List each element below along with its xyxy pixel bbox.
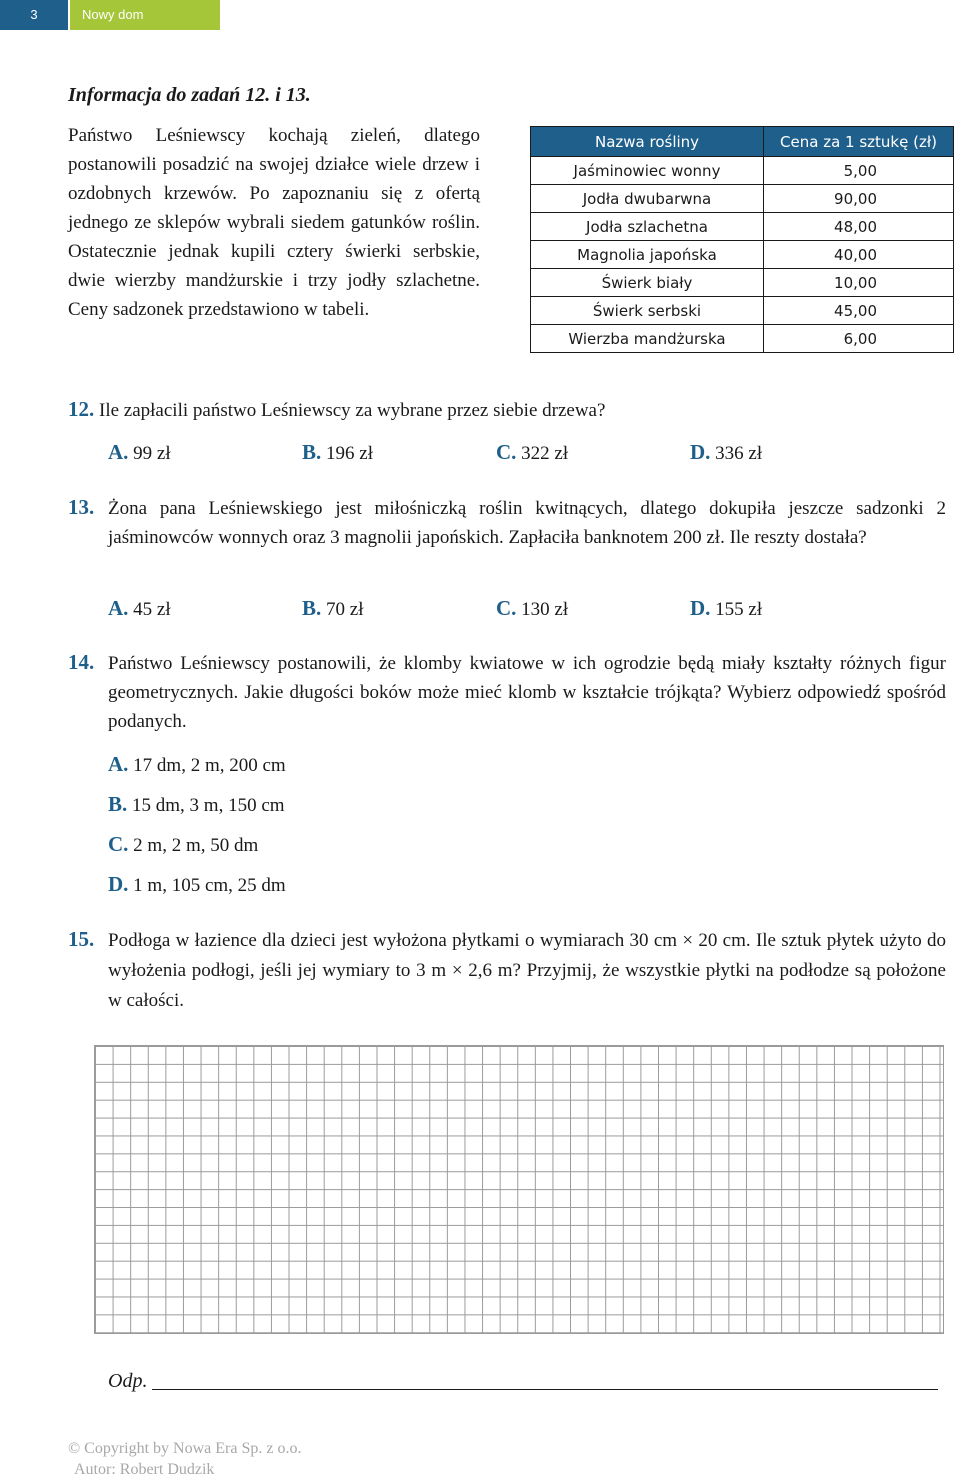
option-letter: D. [690,596,711,620]
answer-option-c[interactable] [496,440,568,465]
table-header-row [531,127,954,157]
option-text: 15 dm, 3 m, 150 cm [132,795,285,816]
option-text: 130 zł [521,599,569,620]
option-letter: C. [496,440,517,464]
table-row [531,297,954,325]
price-table [530,126,954,353]
plant-name-cell: Wierzba mandżurska [531,325,764,353]
price-cell: 45,00 [764,297,954,325]
option-text: 99 zł [133,443,171,464]
table-row [531,213,954,241]
table-row [531,241,954,269]
question-13-text: Żona pana Leśniewskiego jest miłośniczką roślin kwitnących, dlatego dokupiła jeszcze sadzonki 2 jaśminowców wonnych oraz 3 magnolii japońskich. Zapłaciła banknotem 200 zł. Ile reszty dostała? [108,498,946,548]
question-text: Ile zapłacili państwo Leśniewscy za wybrane przez siebie drzewa? [99,400,606,421]
option-letter: A. [108,752,129,776]
plant-name-cell: Świerk serbski [531,297,764,325]
answer-option-b[interactable] [302,440,373,465]
question-number [68,650,94,675]
option-letter: D. [690,440,711,464]
table-row [531,269,954,297]
table-row [531,185,954,213]
option-text: 196 zł [326,443,373,464]
price-cell: 90,00 [764,185,954,213]
question-number: 12. [68,397,95,421]
question-15-text: Podłoga w łazience dla dzieci jest wyłożona płytkami o wymiarach 30 cm × 20 cm. Ile sztuk płytek użyto do wyłożenia podłogi, jeśli jej wymiary to 3 m × 2,6 m? Przyjmij, że wszystkie płytki na podłodze są położone w całości. [108,930,946,1011]
option-text: 17 dm, 2 m, 200 cm [133,755,286,776]
answer-option-d[interactable] [690,440,762,465]
table-row [531,157,954,185]
option-letter: D. [108,872,129,896]
option-text: 45 zł [133,599,171,620]
page-header-title: Nowy dom [70,0,220,30]
option-letter: A. [108,596,129,620]
question-13-number: 13. [68,495,95,519]
option-text: 70 zł [326,599,364,620]
answer-option-b[interactable] [108,792,285,817]
info-text: Państwo Leśniewscy kochają zieleń, dlatego postanowili posadzić na swojej działce wiele drzew i ozdobnych krzewów. Po zapoznaniu się z ofertą jednego ze sklepów wybrali siedem gatunków roślin. Ostatecznie jednak kupili cztery świerki serbskie, dwie wierzby mandżurskie i trzy jodły szlachetne. Ceny sadzonek przedstawiono w tabeli. [68,125,480,320]
option-text: 155 zł [715,599,763,620]
price-cell: 48,00 [764,213,954,241]
answer-option-c[interactable] [496,596,568,621]
answer-option-d[interactable] [108,872,286,897]
answer-option-a[interactable] [108,752,286,777]
option-text: 336 zł [715,443,763,464]
option-text: 322 zł [521,443,569,464]
answer-option-d[interactable] [690,596,762,621]
option-letter: C. [496,596,517,620]
answer-option-a[interactable] [108,596,171,621]
answer-line[interactable] [152,1389,938,1390]
plant-name-cell: Magnolia japońska [531,241,764,269]
question-15-number: 15. [68,927,95,951]
price-cell: 10,00 [764,269,954,297]
plant-name-cell: Jodła szlachetna [531,213,764,241]
answer-option-b[interactable] [302,596,363,621]
footer [68,1438,301,1480]
option-letter: C. [108,832,129,856]
option-letter: A. [108,440,129,464]
option-letter: B. [108,792,128,816]
answer-label: Odp. [108,1370,148,1392]
copyright-text: © Copyright by Nowa Era Sp. z o.o. [68,1440,302,1457]
column-header-plant: Nazwa rośliny [531,127,764,157]
plant-name-cell: Jaśminowiec wonny [531,157,764,185]
option-letter: B. [302,440,322,464]
question-14-text: Państwo Leśniewscy postanowili, że klomby kwiatowe w ich ogrodzie będą miały kształty różnych figur geometrycznych. Jakie długości boków może mieć klomb w kształcie trójkąta? Wybierz odpowiedź spośród podanych. [108,653,946,732]
question-number [68,495,94,520]
price-cell: 6,00 [764,325,954,353]
author-text: Autor: Robert Dudzik [74,1461,215,1478]
question-14-number: 14. [68,650,95,674]
column-header-price: Cena za 1 sztukę (zł) [764,127,954,157]
plant-name-cell: Świerk biały [531,269,764,297]
work-grid[interactable] [94,1045,944,1334]
answer-option-c[interactable] [108,832,258,857]
price-cell: 40,00 [764,241,954,269]
question-12 [68,395,938,425]
option-text: 2 m, 2 m, 50 dm [133,835,259,856]
price-cell: 5,00 [764,157,954,185]
table-row [531,325,954,353]
info-title: Informacja do zadań 12. i 13. [68,84,311,106]
option-text: 1 m, 105 cm, 25 dm [133,875,286,896]
question-number [68,927,94,952]
plant-name-cell: Jodła dwubarwna [531,185,764,213]
option-letter: B. [302,596,322,620]
page-number: 3 [0,0,68,30]
answer-option-a[interactable] [108,440,171,465]
